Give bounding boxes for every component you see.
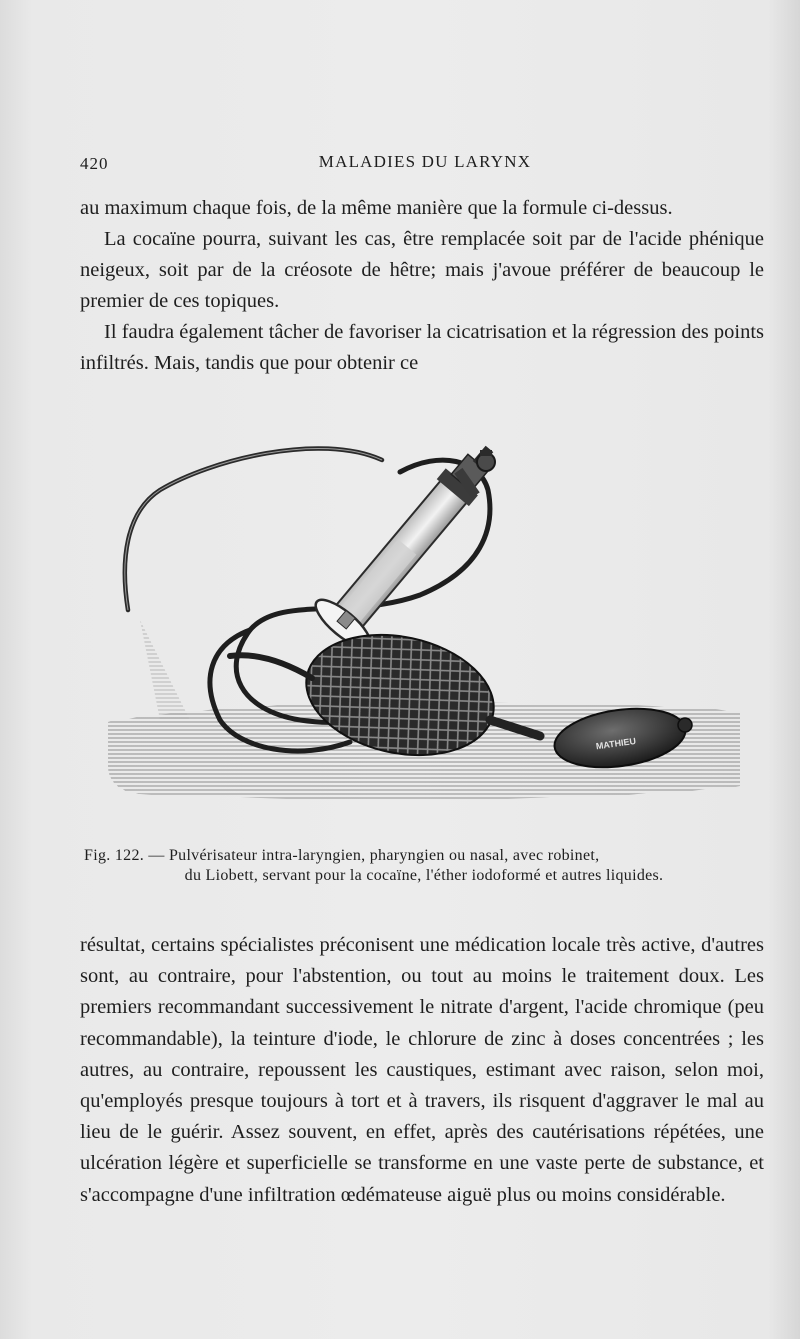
sprayer-engraving bbox=[100, 420, 750, 820]
nozzle-tube bbox=[125, 448, 382, 610]
paragraph: résultat, certains spécialistes préconisent une médication locale très active, d'autres sont, au contraire, pour l'abstention, ou tout au moins le traitement doux. Les premiers recommandant successivement le nitrate d'argent, l'acide chromique (peu recommandable), la teinture d'iode, le chlorure de zinc à doses concentrées ; les autres, au contraire, repoussent les caustiques, estimant avec raison, selon moi, qu'employés presque toujours à tort et à travers, ils risquent d'aggraver le mal au lieu de le guérir. Assez souvent, en effet, après des cautérisations répétées, une ulcération légère et superficielle se transforme en une vaste perte de substance, et s'accompagne d'une infiltration œdémateuse aiguë plus ou moins considérable. bbox=[80, 934, 764, 1206]
caption-line: du Liobett, servant pour la cocaïne, l'éther iodoformé et autres liquides. bbox=[184, 867, 664, 884]
text-block-top bbox=[80, 193, 764, 379]
page-number: 420 bbox=[80, 154, 109, 173]
paragraph: au maximum chaque fois, de la même manière que la formule ci-dessus. bbox=[80, 197, 673, 219]
figure-caption bbox=[84, 846, 764, 886]
paragraph: La cocaïne pourra, suivant les cas, être remplacée soit par de l'acide phénique neigeux, soit par de la créosote de hêtre; mais j'avoue préférer de beaucoup le premier de ces topiques. bbox=[80, 228, 764, 312]
caption-line: Fig. 122. — Pulvérisateur intra-laryngien, pharyngien ou nasal, avec robinet, bbox=[84, 847, 600, 864]
running-head bbox=[80, 150, 770, 176]
figure-illustration bbox=[100, 420, 750, 820]
paragraph: Il faudra également tâcher de favoriser la cicatrisation et la régression des points infiltrés. Mais, tandis que pour obtenir ce bbox=[80, 321, 764, 374]
running-title: MALADIES DU LARYNX bbox=[318, 152, 532, 171]
maker-stamp: MATHIEU bbox=[595, 735, 637, 752]
text-block-bottom bbox=[80, 930, 764, 1211]
